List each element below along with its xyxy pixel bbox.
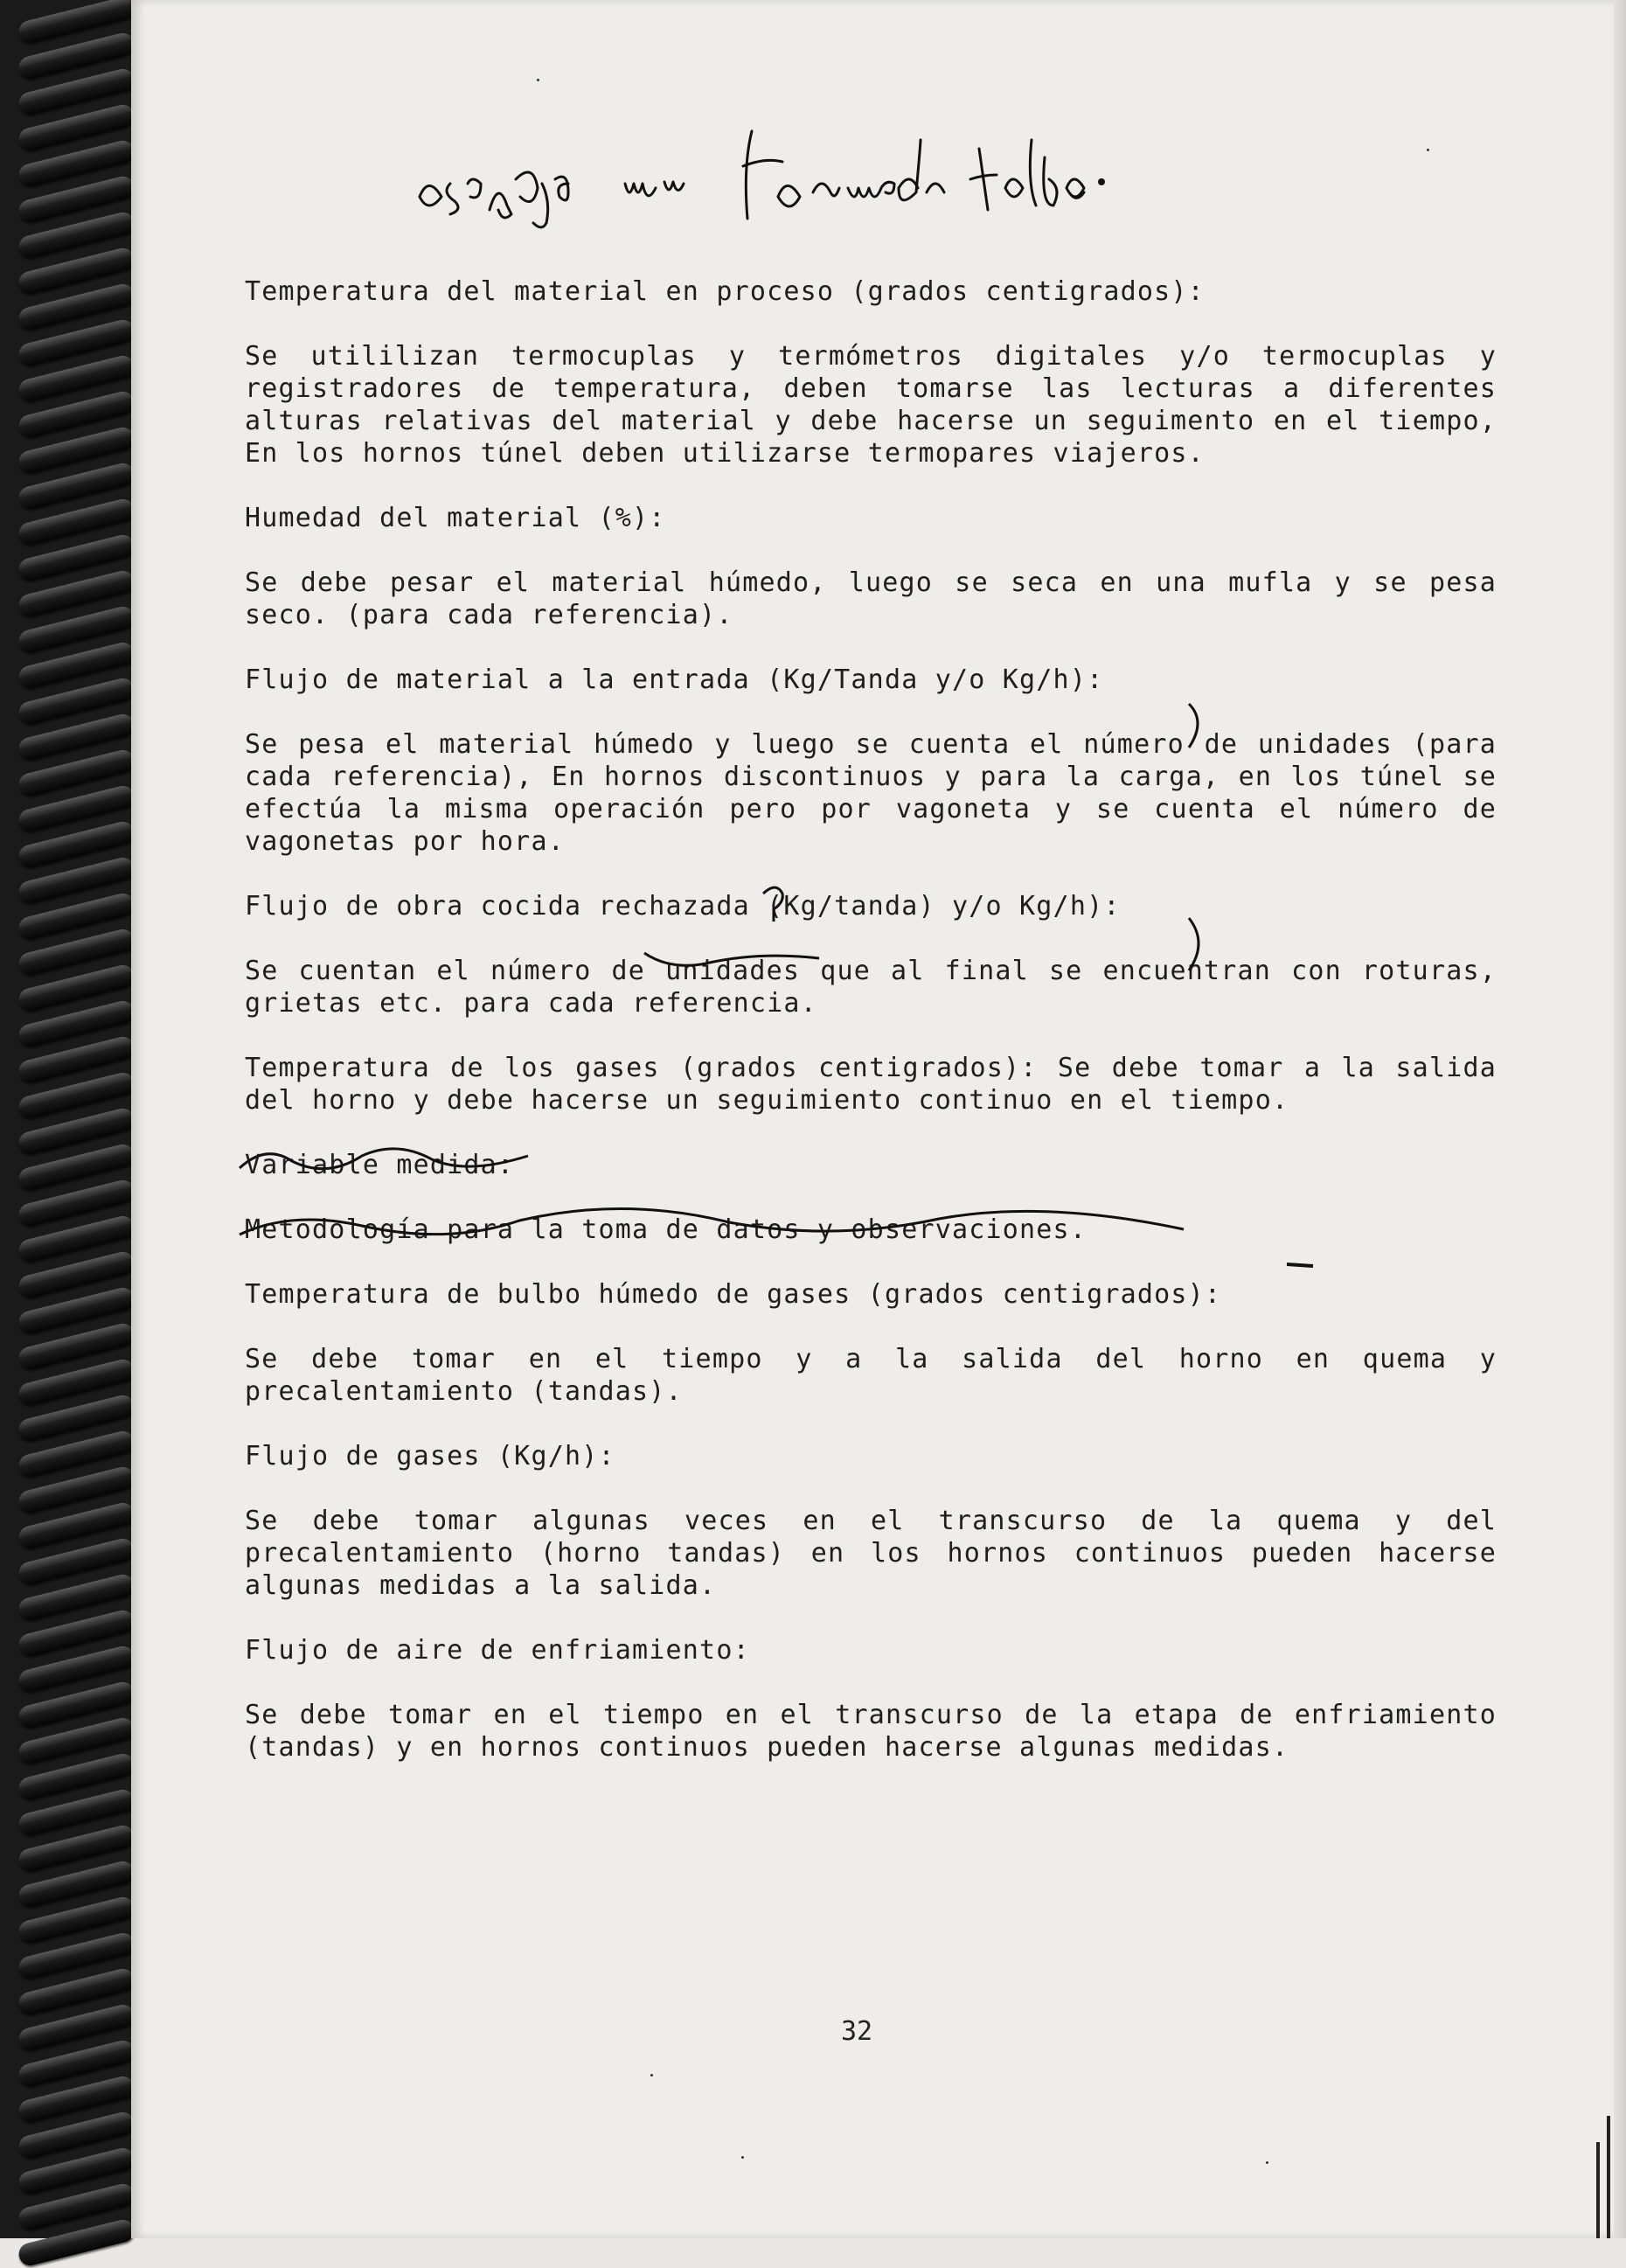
handwritten-bracket-2 (1185, 914, 1220, 975)
spiral-binding (0, 0, 131, 2238)
struck-metodologia: Metodología para la toma de datos y observaciones. (245, 1214, 1087, 1246)
handwritten-dash (1285, 1259, 1317, 1270)
scan-speck (1266, 2161, 1268, 2164)
handwritten-bracket-1 (1185, 699, 1220, 752)
section-heading-temperatura-material: Temperatura del material en proceso (grados centigrados): (245, 276, 1205, 307)
scan-speck (537, 79, 539, 81)
struck-variable-medida: Variable medida: (245, 1149, 514, 1181)
page-number: 32 (840, 2016, 873, 2047)
handwritten-question-mark (756, 883, 791, 927)
section-heading-obra-rechazada: Flujo de obra cocida rechazada (Kg/tanda) y/o Kg/h): (245, 891, 1121, 922)
handwritten-underline-rechazada (643, 944, 826, 971)
section-body-temperatura-material: Se utililizan termocuplas y termómetros digitales y/o termocuplas y registradores de temperatura, deben tomarse las lecturas a diferentes alturas relativas del material y debe hacerse un seguimento en el tiempo, En los hornos túnel deben utilizarse termopares viajeros. (245, 341, 1497, 469)
section-heading-flujo-gases: Flujo de gases (Kg/h): (245, 1441, 615, 1471)
section-body-aire-enfriamiento: Se debe tomar en el tiempo en el transcurso de la etapa de enfriamiento (tandas) y en hornos continuos pueden hacerse algunas medidas. (245, 1700, 1497, 1763)
section-heading-flujo-material: Flujo de material a la entrada (Kg/Tanda y/o Kg/h): (245, 664, 1104, 695)
section-body-humedad: Se debe pesar el material húmedo, luego se seca en una mufla y se pesa seco. (para cada referencia). (245, 567, 1497, 630)
handwritten-strikethrough (240, 1208, 1201, 1247)
handwritten-strikethrough (240, 1144, 537, 1182)
section-body-flujo-gases: Se debe tomar algunas veces en el transcurso de la quema y del precalentamiento (horno tandas) en los hornos continuos pueden hacerse algunas medidas a la salida. (245, 1506, 1497, 1601)
section-heading-humedad: Humedad del material (%): (245, 503, 666, 533)
document-body (245, 275, 1497, 1764)
section-heading-aire-enfriamiento: Flujo de aire de enfriamiento: (245, 1635, 750, 1666)
scan-speck (1427, 149, 1429, 151)
section-body-flujo-material: Se pesa el material húmedo y luego se cuenta el número de unidades (para cada referencia), En hornos discontinuos y para la carga, en los túnel se efectúa la misma operación pero por vagoneta y se cuenta el número de vagonetas por hora. (245, 729, 1497, 857)
page-edge-shadow (1614, 0, 1626, 2238)
scan-speck (650, 2074, 653, 2077)
handwritten-note (402, 114, 1320, 262)
scan-speck (741, 2156, 744, 2159)
section-heading-bulbo-humedo: Temperatura de bulbo húmedo de gases (grados centigrados): (245, 1279, 1222, 1310)
corner-marks (1593, 2116, 1619, 2238)
section-body-obra-rechazada: Se cuentan el número de unidades que al final se encuentran con roturas, grietas etc. para cada referencia. (245, 956, 1497, 1019)
section-body-temperatura-gases: Temperatura de los gases (grados centigrados): Se debe tomar a la salida del horno y debe hacerse un seguimiento continuo en el tiempo. (245, 1053, 1497, 1116)
section-body-bulbo-humedo: Se debe tomar en el tiempo y a la salida del horno en quema y precalentamiento (tandas). (245, 1344, 1497, 1407)
